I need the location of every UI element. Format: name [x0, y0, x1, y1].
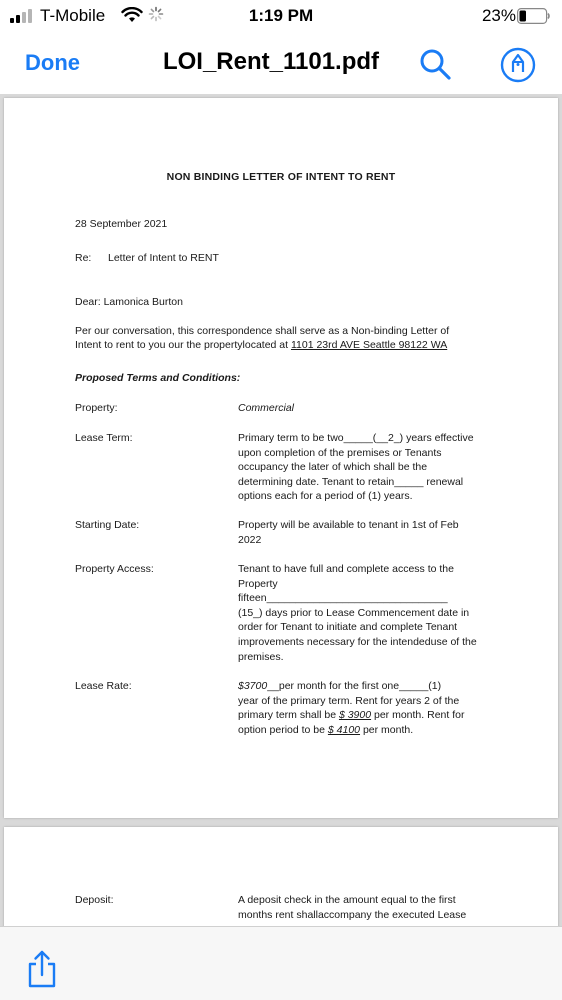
status-time: 1:19 PM	[248, 6, 314, 25]
starting-date-line: Property will be available to tenant in 1st of Feb	[238, 519, 459, 531]
first-year-rent: $3700	[238, 680, 268, 692]
letter-date: 28 September 2021	[75, 218, 168, 230]
access-line: order for Tenant to initiate and complete Tenant	[238, 621, 458, 634]
option-period-rent: $ 4100	[327, 723, 361, 736]
access-line: improvements necessary for the intendeduse of the	[238, 635, 477, 648]
pdf-viewer[interactable]	[0, 94, 562, 926]
access-line: Property fifteen_______________________________	[238, 577, 448, 605]
battery-icon	[517, 8, 551, 24]
share-icon[interactable]	[25, 949, 59, 989]
done-button[interactable]: Done	[25, 50, 80, 75]
intro-text: Intent to rent to you our the propertylocated at	[75, 339, 291, 351]
property-access-label: Property Access:	[75, 563, 154, 575]
re-text: Letter of Intent to RENT	[108, 252, 219, 264]
intro-line-2	[75, 338, 447, 353]
lease-rate-text: __per month for the first one_____(1)	[267, 680, 442, 692]
starting-date-line: 2022	[238, 533, 262, 546]
access-line: Tenant to have full and complete access to the	[238, 563, 454, 575]
navigation-bar	[0, 34, 562, 94]
lease-rate-line: year of the primary term. Rent for years 2 of the	[238, 694, 460, 707]
starting-date-value	[238, 518, 490, 547]
lease-rate-text: option period to be	[238, 723, 328, 736]
property-access-value	[238, 562, 490, 664]
lease-term-line: Primary term to be two_____(__2_) years effective	[238, 432, 474, 444]
markup-icon[interactable]	[500, 47, 536, 83]
access-line: (15_) days prior to Lease Commencement date in	[238, 606, 470, 619]
lease-rate-text: per month.	[360, 723, 414, 736]
pdf-page-2	[4, 827, 558, 926]
lease-term-line: options each for a period of (1) years.	[238, 490, 413, 503]
deposit-label: Deposit:	[75, 894, 114, 906]
property-address: 1101 23rd AVE Seattle 98122 WA	[290, 339, 448, 351]
document-title: LOI_Rent_1101.pdf	[162, 48, 380, 75]
search-icon[interactable]	[418, 47, 452, 81]
lease-rate-text: primary term shall be	[238, 709, 339, 722]
salutation: Dear: Lamonica Burton	[75, 296, 183, 308]
carrier-label: T-Mobile	[40, 6, 106, 25]
lease-rate-text: per month. Rent for	[371, 709, 465, 722]
intro-line-1: Per our conversation, this correspondence shall serve as a Non-binding Letter of	[75, 325, 450, 337]
starting-date-label: Starting Date:	[75, 519, 140, 531]
pdf-page-1	[4, 98, 558, 818]
property-label: Property:	[75, 402, 118, 414]
lease-rate-label: Lease Rate:	[75, 680, 132, 692]
deposit-line: months rent shallaccompany the executed Lease	[238, 908, 467, 921]
second-year-rent: $ 3900	[338, 709, 372, 722]
lease-term-label: Lease Term:	[75, 432, 133, 444]
terms-heading: Proposed Terms and Conditions:	[75, 372, 241, 384]
battery-percent: 23%	[481, 6, 516, 25]
deposit-value	[238, 893, 490, 922]
property-value: Commercial	[238, 402, 295, 414]
re-label: Re:	[75, 252, 92, 264]
deposit-line: A deposit check in the amount equal to the first	[238, 894, 456, 906]
letter-heading: NON BINDING LETTER OF INTENT TO RENT	[166, 171, 396, 183]
lease-term-line: determining date. Tenant to retain_____ renewal	[238, 475, 464, 488]
access-line: premises.	[238, 650, 284, 663]
lease-term-line: occupancy the later of which shall be the	[238, 461, 428, 474]
lease-rate-value	[238, 679, 490, 737]
lease-term-value	[238, 431, 490, 504]
status-bar	[0, 0, 562, 34]
lease-term-line: upon completion of the premises or Tenants	[238, 446, 442, 459]
bottom-toolbar	[0, 926, 562, 1000]
